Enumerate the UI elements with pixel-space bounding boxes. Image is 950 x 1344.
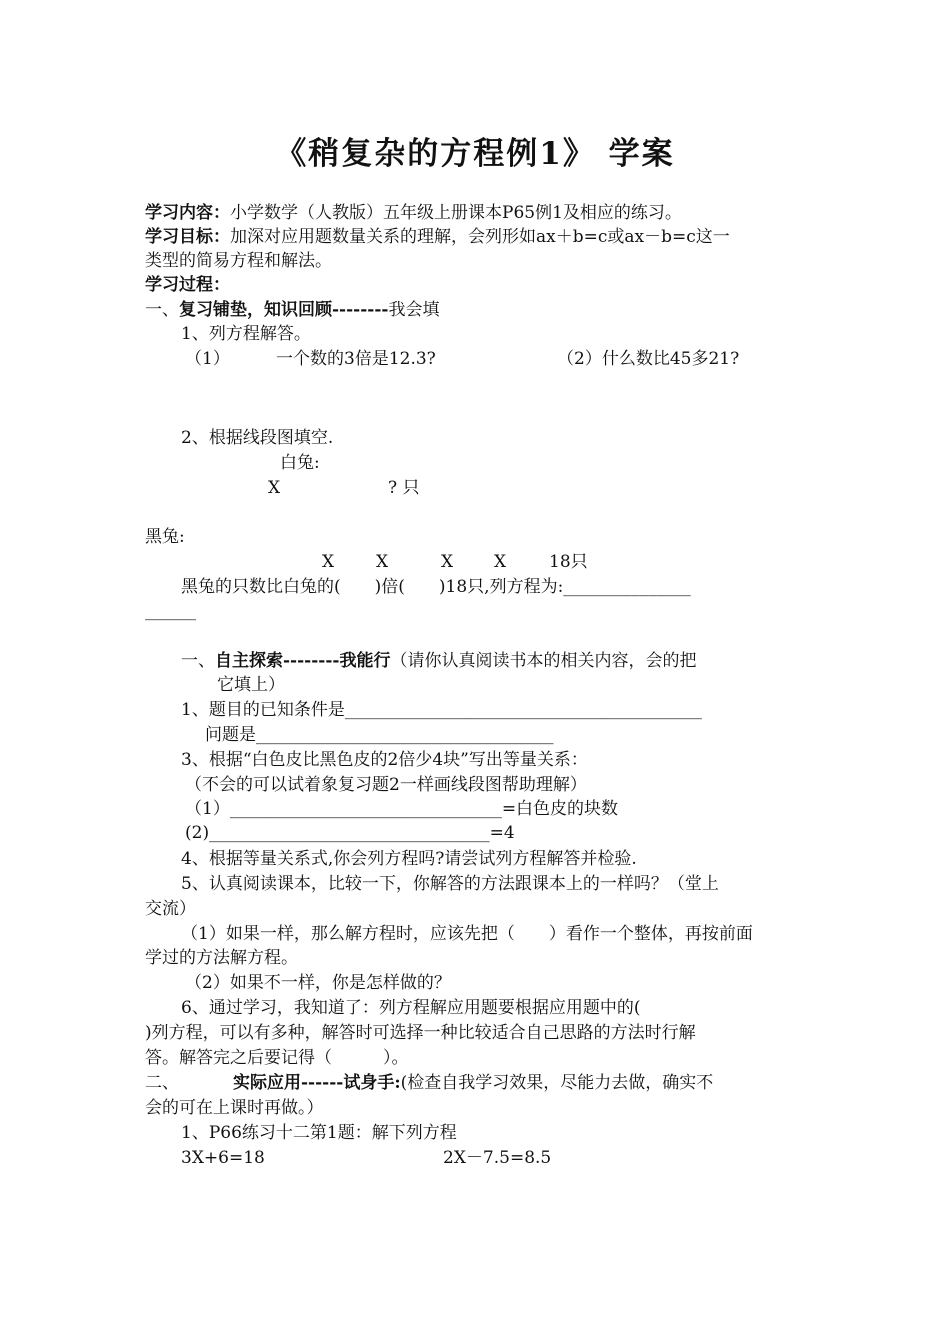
section-title: 复习铺垫，知识回顾-------- [179, 300, 389, 320]
equation-2: 2X－7.5=8.5 [443, 1148, 552, 1168]
section-tail: （请你认真阅读书本的相关内容，会的把 [390, 651, 697, 671]
explore-item-5-1-cont: 学过的方法解方程。 [145, 948, 298, 968]
review-q1a-number: （1） [185, 349, 230, 369]
black-x-label: X [441, 552, 454, 572]
section-title: 实际应用------试身手: [233, 1073, 401, 1093]
explore-item-3-blank-1: （1）________________________________=白色皮的块数 [185, 799, 619, 819]
explore-item-5-1: （1）如果一样，那么解方程时，应该先把（ ）看作一个整体，再按前面 [181, 924, 753, 944]
review-fill-line-cont: ______ [145, 601, 196, 621]
section-number: 一、 [145, 300, 179, 320]
black-x-label: X [494, 552, 507, 572]
section-apply-heading [145, 1071, 713, 1095]
section-tail-cont: 会的可在上课时再做。） [145, 1098, 324, 1118]
goal-line [145, 225, 730, 249]
review-q1b: （2）什么数比45多21? [557, 349, 740, 369]
process-label: 学习过程： [145, 275, 230, 295]
explore-item-3: 3、根据“白色皮比黑色皮的2倍少4块”写出等量关系： [181, 750, 588, 770]
section-number: 二、 [145, 1073, 179, 1093]
goal-text: 加深对应用题数量关系的理解，会列形如ax＋b=c或ax－b=c这一 [230, 227, 730, 247]
section-number: 一、 [181, 651, 215, 671]
white-x-label: X [268, 478, 281, 498]
goal-label: 学习目标： [145, 227, 230, 247]
black-diff-label: 18只 [549, 552, 588, 572]
explore-item-5-2: （2）如果不一样，你是怎样做的？ [185, 973, 451, 993]
explore-item-6-cont: )列方程，可以有多种，解答时可选择一种比较适合自己思路的方法时行解 [145, 1023, 696, 1043]
white-count-label: ? 只 [388, 478, 420, 498]
explore-item-1-question: 问题是___________________________________ [205, 725, 554, 745]
explore-item-3-blank-2: (2)_________________________________=4 [185, 823, 515, 843]
section-tail-cont: 它填上） [217, 675, 285, 695]
explore-item-3-hint: （不会的可以试着象复习题2一样画线段图帮助理解） [185, 775, 587, 795]
section-tail: 我会填 [388, 300, 440, 320]
section-review-heading [145, 298, 439, 322]
black-x-label: X [376, 552, 389, 572]
white-rabbit-label: 白兔: [280, 453, 320, 473]
section-title: 自主探索--------我能行 [215, 651, 391, 671]
section-tail: (检查自我学习效果，尽能力去做，确实不 [400, 1073, 714, 1093]
explore-item-6: 6、通过学习，我知道了：列方程解应用题要根据应用题中的( [181, 998, 641, 1018]
review-q2: 2、根据线段图填空. [181, 428, 334, 448]
content-label: 学习内容： [145, 203, 230, 223]
explore-item-1: 1、题目的已知条件是__________________________________________ [181, 700, 702, 720]
equation-1: 3X+6=18 [181, 1148, 265, 1168]
review-q1: 1、列方程解答。 [181, 324, 311, 344]
exercise-1: 1、P66练习十二第1题：解下列方程 [181, 1123, 457, 1143]
content-text: 小学数学（人教版）五年级上册课本P65例1及相应的练习。 [230, 203, 682, 223]
content-line [145, 201, 682, 225]
explore-item-5: 5、认真阅读课本，比较一下，你解答的方法跟课本上的一样吗？（堂上 [181, 874, 719, 894]
explore-item-6-cont-2: 答。解答完之后要记得（ ）。 [145, 1048, 409, 1068]
review-fill-line: 黑兔的只数比白兔的( )倍( )18只,列方程为:_______________ [181, 577, 691, 597]
page-title: 《稍复杂的方程例1》 学案 [275, 136, 675, 172]
explore-item-5-cont: 交流） [145, 899, 196, 919]
black-rabbit-label: 黑兔: [145, 527, 185, 547]
black-x-label: X [322, 552, 335, 572]
explore-item-4: 4、根据等量关系式,你会列方程吗?请尝试列方程解答并检验. [181, 849, 637, 869]
section-explore-heading [181, 649, 696, 673]
review-q1a: 一个数的3倍是12.3? [276, 349, 436, 369]
goal-text-cont: 类型的简易方程和解法。 [145, 251, 332, 271]
